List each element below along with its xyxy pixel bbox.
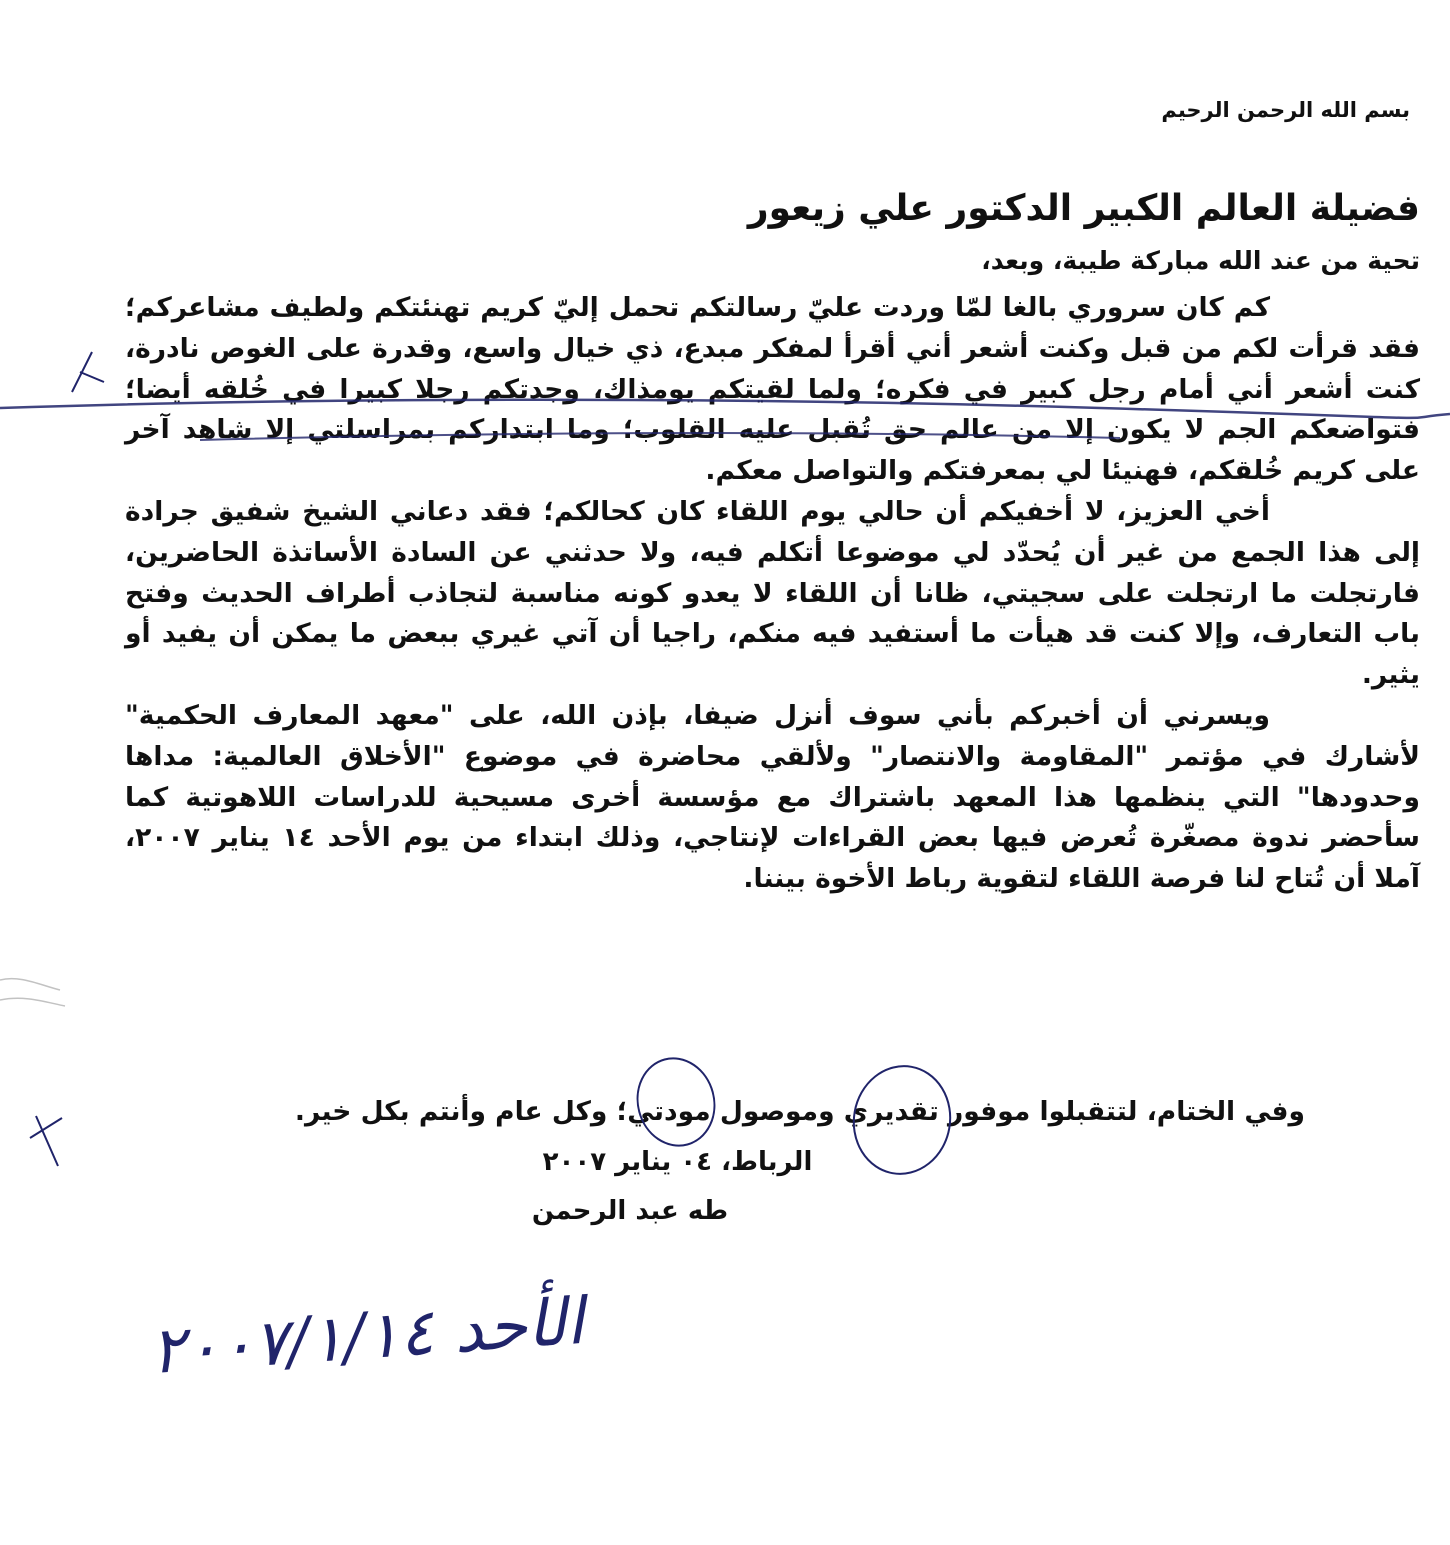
place-date: الرباط، ٠٤ يناير ٢٠٠٧ (542, 1147, 813, 1177)
basmala: بسم الله الرحمن الرحيم (1161, 98, 1410, 122)
addressee-line: فضيلة العالم الكبير الدكتور علي زيعور (747, 188, 1420, 229)
underline-mark (200, 433, 1120, 440)
pen-stroke-line (0, 400, 1450, 418)
circle-mark-1 (628, 1050, 724, 1155)
circle-mark-2 (845, 1058, 958, 1181)
scan-fold-artifact (0, 979, 65, 1006)
greeting-line: تحية من عند الله مباركة طيبة، وبعد، (981, 246, 1420, 275)
margin-check-mark-top (72, 352, 104, 392)
margin-check-mark-bottom (30, 1116, 62, 1166)
closing-line: وفي الختام، لتتقبلوا موفور تقديري وموصول مودتي؛ وكل عام وأنتم بكل خير. (294, 1096, 1305, 1127)
paragraph-2: أخي العزيز، لا أخفيكم أن حالي يوم اللقاء كان كحالكم؛ فقد دعاني الشيخ شفيق جرادة إلى هذا الجمع من غير أن يُحدّد لي موضوعا أتكلم فيه، ولا حدثني عن السادة الأساتذة الحاضرين، فارتجلت ما ارتجلت على سجيتي، ظانا أن اللقاء لا يعدو كونه مناسبة لتجاذب أطراف الحديث وفتح باب التعارف، وإلا كنت قد هيأت ما أستفيد فيه منكم، راجيا أن آتي غيري ببعض ما يمكن أن يفيد أو يثير. (125, 495, 1420, 691)
handwritten-date-note: الأحد ٢٠٠٧/١/١٤ (147, 1284, 587, 1390)
paragraph-3: ويسرني أن أخبركم بأني سوف أنزل ضيفا، بإذن الله، على "معهد المعارف الحكمية" لأشارك في مؤتمر "المقاومة والانتصار" ولألقي محاضرة في موضوع "الأخلاق العالمية: مداها وحدودها" التي ينظمها هذا المعهد باشتراك مع مؤسسة أخرى مسيحية للدراسات اللاهوتية كما سأحضر ندوة مصغّرة تُعرض فيها بعض القراءات لإنتاجي، وذلك ابتداء من يوم الأحد ١٤ يناير ٢٠٠٧، آملا أن تُتاح لنا فرصة اللقاء لتقوية رباط الأخوة بيننا. (125, 699, 1420, 895)
signature-name: طه عبد الرحمن (531, 1196, 729, 1226)
paragraph-1: كم كان سروري بالغا لمّا وردت عليّ رسالتكم تحمل إليّ كريم تهنئتكم ولطيف مشاعركم؛ فقد قرأت لكم من قبل وكنت أشعر أني أقرأ لمفكر مبدع، ذي خيال واسع، وقدرة على الغوص نادرة، كنت أشعر أني أمام رجل كبير في فكره؛ ولما لقيتكم يومذاك، وجدتكم رجلا كبيرا في خُلقه أيضا؛ فتواضعكم الجم لا يكون إلا من عالم حق تُقبل عليه القلوب؛ وما ابتداركم بمراسلتي إلا شاهد آخر على كريم خُلقكم، فهنيئا لي بمعرفتكم والتواصل معكم. (125, 292, 1420, 487)
